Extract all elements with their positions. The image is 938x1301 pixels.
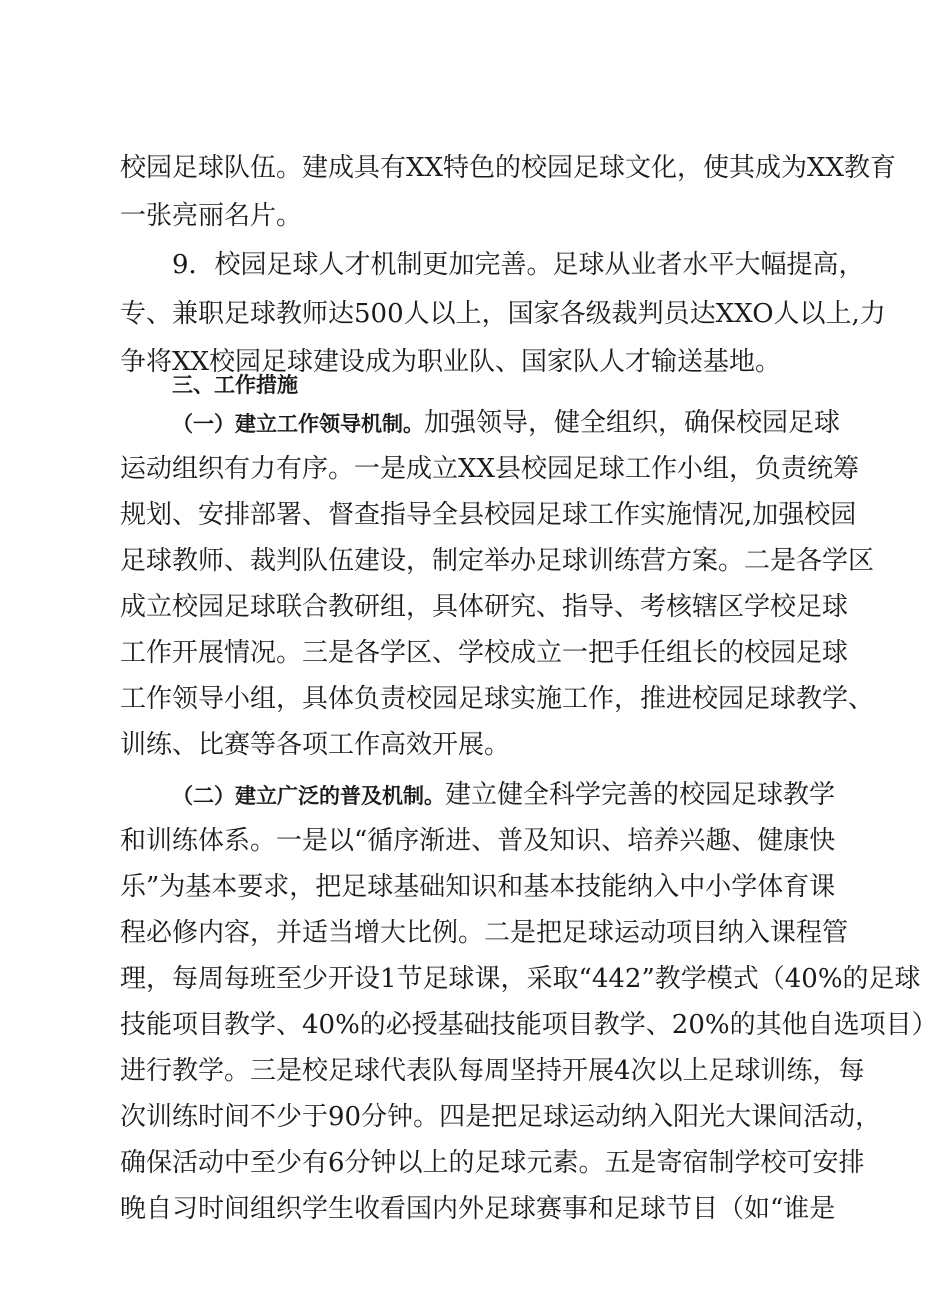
paragraph-line: 足球教师、裁判队伍建设，制定举办足球训练营方案。二是各学区 bbox=[120, 546, 875, 576]
paragraph-line: 乐”为基本要求，把足球基础知识和基本技能纳入中小学体育课 bbox=[120, 872, 836, 902]
paragraph-line: 确保活动中至少有6分钟以上的足球元素。五是寄宿制学校可安排 bbox=[120, 1148, 865, 1178]
paragraph-text: 建立健全科学完善的校园足球教学 bbox=[445, 780, 836, 810]
paragraph-line bbox=[172, 775, 836, 815]
paragraph-line: 进行教学。三是校足球代表队每周坚持开展4次以上足球训练，每 bbox=[120, 1056, 865, 1086]
paragraph-text: 加强领导，健全组织，确保校园足球 bbox=[424, 408, 841, 438]
paragraph-line: 程必修内容，并适当增大比例。二是把足球运动项目纳入课程管 bbox=[120, 918, 849, 948]
paragraph-line: 和训练体系。一是以“循序渐进、普及知识、培养兴趣、健康快 bbox=[120, 826, 836, 856]
paragraph-line bbox=[172, 403, 841, 443]
paragraph-line: 理，每周每班至少开设1节足球课，采取“442”教学模式（40%的足球 bbox=[120, 964, 921, 994]
paragraph-line: 训练、比赛等各项工作高效开展。 bbox=[120, 730, 511, 760]
paragraph-line: 次训练时间不少于90分钟。四是把足球运动纳入阳光大课间活动， bbox=[120, 1102, 882, 1132]
paragraph-line: 运动组织有力有序。一是成立XX县校园足球工作小组，负责统筹 bbox=[120, 454, 860, 484]
paragraph-line: 技能项目教学、40%的必授基础技能项目教学、20%的其他自选项目） bbox=[120, 1010, 938, 1040]
paragraph-line: 规划、安排部署、督查指导全县校园足球工作实施情况,加强校园 bbox=[120, 500, 857, 530]
paragraph-line: 校园足球队伍。建成具有XX特色的校园足球文化，使其成为XX教育 bbox=[120, 153, 897, 183]
paragraph-line: 晚自习时间组织学生收看国内外足球赛事和足球节目（如“谁是 bbox=[120, 1194, 836, 1224]
paragraph-line: 争将XX校园足球建设成为职业队、国家队人才输送基地。 bbox=[120, 347, 782, 377]
paragraph-line: 工作开展情况。三是各学区、学校成立一把手任组长的校园足球 bbox=[120, 638, 849, 668]
section-heading: 三、工作措施 bbox=[172, 373, 298, 397]
paragraph-line: 成立校园足球联合教研组，具体研究、指导、考核辖区学校足球 bbox=[120, 592, 849, 622]
paragraph-line: 一张亮丽名片。 bbox=[120, 201, 303, 231]
paragraph-line: 9．校园足球人才机制更加完善。足球从业者水平大幅提高， bbox=[172, 250, 865, 280]
paragraph-lead: （二）建立广泛的普及机制。 bbox=[172, 784, 445, 808]
paragraph-lead: （一）建立工作领导机制。 bbox=[172, 412, 424, 436]
paragraph-line: 工作领导小组，具体负责校园足球实施工作，推进校园足球教学、 bbox=[120, 684, 875, 714]
paragraph-line: 专、兼职足球教师达500人以上，国家各级裁判员达XXO人以上,力 bbox=[120, 299, 886, 329]
